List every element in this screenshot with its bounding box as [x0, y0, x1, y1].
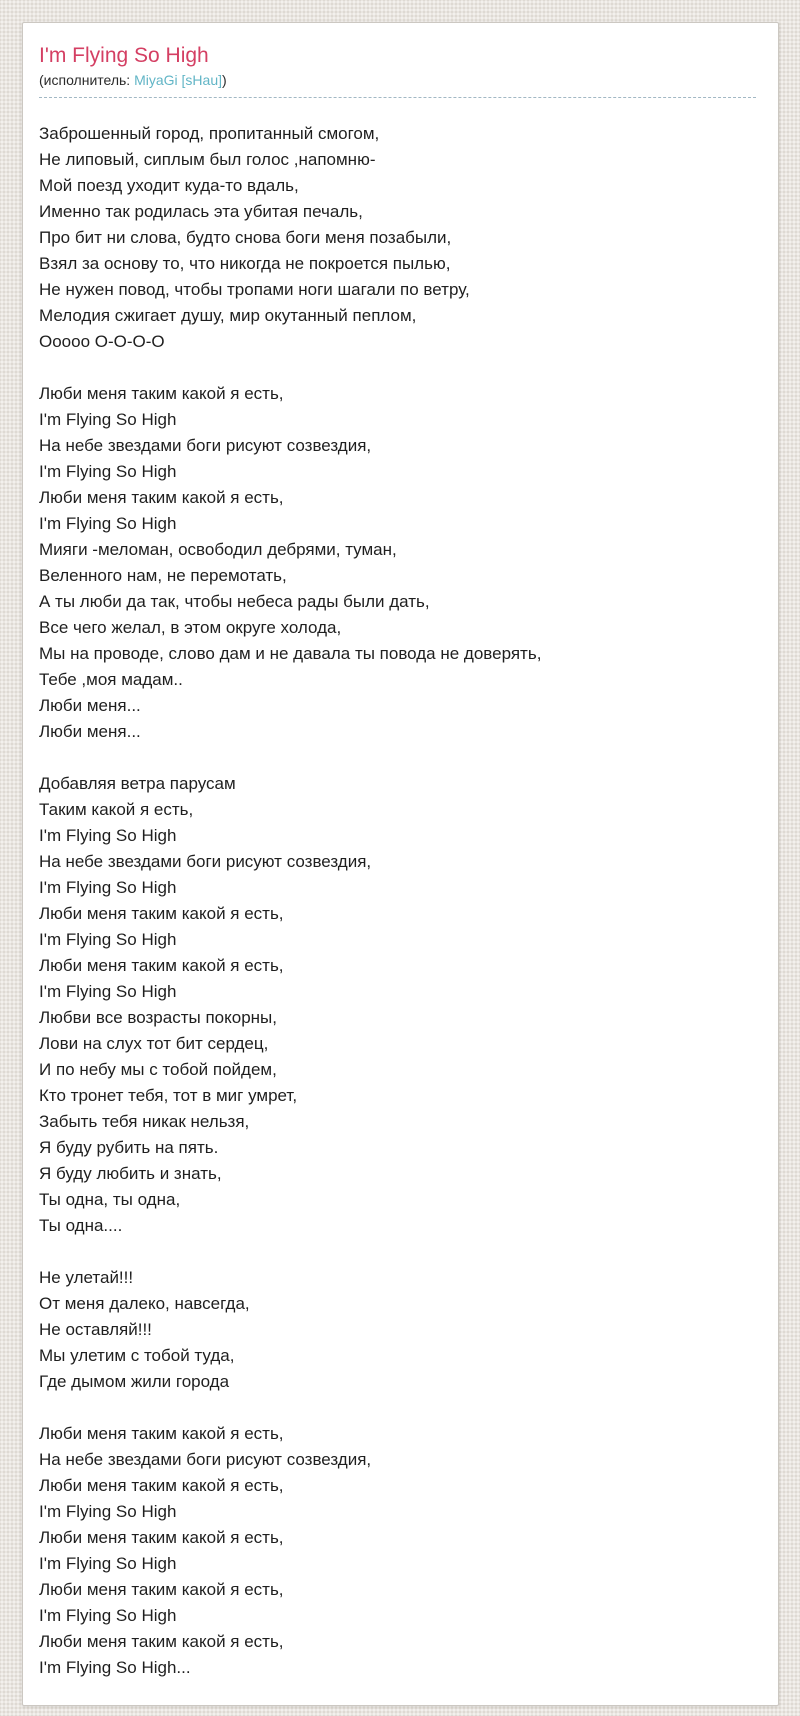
lyric-line: Люби меня таким какой я есть, — [39, 488, 284, 507]
lyric-line: Ooooo O-O-O-O — [39, 332, 165, 351]
lyric-line: Люби меня... — [39, 696, 141, 715]
lyric-line: Мы улетим с тобой туда, — [39, 1346, 235, 1365]
lyric-line: Не улетай!!! — [39, 1268, 134, 1287]
content-panel — [22, 22, 779, 1706]
lyric-line: Я буду любить и знать, — [39, 1164, 222, 1183]
artist-suffix: ) — [222, 72, 227, 88]
lyric-line: Не оставляй!!! — [39, 1320, 152, 1339]
lyric-line: Люби меня таким какой я есть, — [39, 1632, 284, 1651]
lyric-line: Кто тронет тебя, тот в миг умрет, — [39, 1086, 298, 1105]
lyric-line: Люби меня таким какой я есть, — [39, 384, 284, 403]
stanza — [39, 1421, 756, 1681]
song-header — [39, 44, 756, 98]
lyric-line: От меня далеко, навсегда, — [39, 1294, 250, 1313]
artist-line — [39, 71, 756, 89]
stanza — [39, 381, 756, 745]
lyric-line: Таким какой я есть, — [39, 800, 194, 819]
lyric-line: Ты одна.... — [39, 1216, 123, 1235]
lyric-line: Не нужен повод, чтобы тропами ноги шагали по ветру, — [39, 280, 470, 299]
lyric-line: Про бит ни слова, будто снова боги меня позабыли, — [39, 228, 452, 247]
lyric-line: I'm Flying So High — [39, 930, 177, 949]
lyric-line: Я буду рубить на пять. — [39, 1138, 219, 1157]
page-title: I'm Flying So High — [39, 44, 209, 67]
lyric-line: Не липовый, сиплым был голос ,напомню- — [39, 150, 376, 169]
lyric-line: I'm Flying So High — [39, 462, 177, 481]
lyric-line: I'm Flying So High... — [39, 1658, 191, 1677]
lyric-line: Все чего желал, в этом округе холода, — [39, 618, 342, 637]
lyric-line: Ты одна, ты одна, — [39, 1190, 181, 1209]
lyric-line: Лови на слух тот бит сердец, — [39, 1034, 269, 1053]
lyric-line: I'm Flying So High — [39, 410, 177, 429]
stanza — [39, 771, 756, 1239]
lyric-line: I'm Flying So High — [39, 1554, 177, 1573]
lyric-line: Веленного нам, не перемотать, — [39, 566, 287, 585]
artist-prefix: (исполнитель: — [39, 72, 135, 88]
lyric-line: Добавляя ветра парусам — [39, 774, 236, 793]
lyric-line: Забыть тебя никак нельзя, — [39, 1112, 250, 1131]
lyric-line: Тебе ,моя мадам.. — [39, 670, 183, 689]
stanza — [39, 1265, 756, 1395]
lyric-line: I'm Flying So High — [39, 826, 177, 845]
lyric-line: Заброшенный город, пропитанный смогом, — [39, 124, 380, 143]
lyric-line: Мы на проводе, слово дам и не давала ты повода не доверять, — [39, 644, 542, 663]
lyrics — [39, 121, 756, 1681]
lyric-line: И по небу мы с тобой пойдем, — [39, 1060, 277, 1079]
stanza — [39, 121, 756, 355]
lyric-line: Взял за основу то, что никогда не покроется пылью, — [39, 254, 451, 273]
lyric-line: Люби меня таким какой я есть, — [39, 956, 284, 975]
lyric-line: I'm Flying So High — [39, 878, 177, 897]
lyric-line: Где дымом жили города — [39, 1372, 230, 1391]
lyric-line: Мой поезд уходит куда-то вдаль, — [39, 176, 299, 195]
lyric-line: На небе звездами боги рисуют созвездия, — [39, 1450, 372, 1469]
lyric-line: I'm Flying So High — [39, 514, 177, 533]
lyric-line: I'm Flying So High — [39, 982, 177, 1001]
lyric-line: Мияги -меломан, освободил дебрями, туман, — [39, 540, 397, 559]
lyric-line: Люби меня таким какой я есть, — [39, 904, 284, 923]
lyric-line: Люби меня... — [39, 722, 141, 741]
lyric-line: Мелодия сжигает душу, мир окутанный пеплом, — [39, 306, 417, 325]
artist-link[interactable]: MiyaGi [sHau] — [134, 72, 223, 88]
lyric-line: На небе звездами боги рисуют созвездия, — [39, 852, 372, 871]
lyric-line: Люби меня таким какой я есть, — [39, 1476, 284, 1495]
lyric-line: Любви все возрасты покорны, — [39, 1008, 277, 1027]
lyric-line: I'm Flying So High — [39, 1502, 177, 1521]
lyric-line: I'm Flying So High — [39, 1606, 177, 1625]
lyric-line: На небе звездами боги рисуют созвездия, — [39, 436, 372, 455]
lyric-line: А ты люби да так, чтобы небеса рады были дать, — [39, 592, 430, 611]
lyric-line: Именно так родилась эта убитая печаль, — [39, 202, 363, 221]
lyric-line: Люби меня таким какой я есть, — [39, 1580, 284, 1599]
lyric-line: Люби меня таким какой я есть, — [39, 1528, 284, 1547]
lyric-line: Люби меня таким какой я есть, — [39, 1424, 284, 1443]
